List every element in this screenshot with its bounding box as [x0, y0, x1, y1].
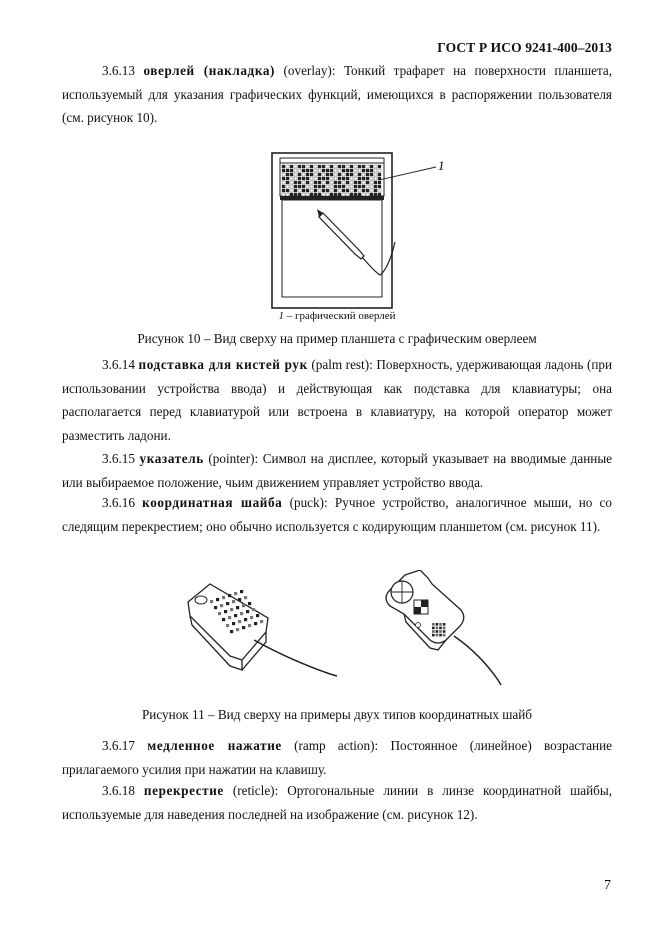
overlay-cell: [330, 173, 333, 176]
overlay-cell: [374, 165, 377, 168]
overlay-cell: [302, 165, 305, 168]
overlay-cell: [314, 169, 317, 172]
puck-key: [234, 592, 237, 595]
overlay-cell: [378, 181, 381, 184]
item-term: медленное нажатие: [147, 738, 282, 753]
overlay-cell: [334, 165, 337, 168]
puck-key: [240, 590, 243, 593]
overlay-cell: [306, 165, 309, 168]
overlay-cell: [310, 169, 313, 172]
overlay-cell: [346, 169, 349, 172]
overlay-cell: [286, 189, 289, 192]
overlay-cell: [310, 193, 313, 196]
overlay-cell: [362, 181, 365, 184]
overlay-cell: [318, 177, 321, 180]
puck-key: [226, 624, 229, 627]
overlay-cell: [370, 181, 373, 184]
overlay-cell: [374, 173, 377, 176]
lens-icon: [195, 596, 207, 604]
overlay-cell: [350, 177, 353, 180]
puck-key: [232, 622, 235, 625]
puck-key: [439, 634, 442, 637]
overlay-cell: [350, 165, 353, 168]
overlay-cell: [318, 165, 321, 168]
overlay-cell: [310, 181, 313, 184]
overlay-cell: [318, 173, 321, 176]
item-english: (pointer):: [208, 451, 259, 466]
overlay-cell: [282, 173, 285, 176]
overlay-cell: [318, 189, 321, 192]
overlay-cell: [286, 185, 289, 188]
overlay-cell: [346, 189, 349, 192]
legend-number: 1: [278, 310, 284, 322]
puck-key: [236, 628, 239, 631]
puck-key: [232, 600, 235, 603]
puck-key: [436, 634, 439, 637]
puck-key: [246, 610, 249, 613]
puck-key: [436, 623, 439, 626]
overlay-cell: [366, 173, 369, 176]
overlay-cell: [342, 185, 345, 188]
puck-key: [226, 602, 229, 605]
overlay-cell: [294, 189, 297, 192]
item-number: 3.6.17: [102, 738, 135, 753]
definition-3-6-18: [62, 779, 612, 826]
overlay-cell: [338, 165, 341, 168]
item-term: оверлей (накладка): [143, 63, 276, 78]
definition-3-6-14: [62, 353, 612, 447]
overlay-cell: [310, 185, 313, 188]
puck-key: [230, 630, 233, 633]
overlay-cell: [370, 165, 373, 168]
overlay-cell: [302, 189, 305, 192]
overlay-cell: [342, 181, 345, 184]
overlay-cell: [314, 189, 317, 192]
overlay-cell: [370, 193, 373, 196]
puck-key: [220, 604, 223, 607]
item-text: Ручное устройство, аналогичное мыши, но со следящим перекрестием; оно обычно используется с кодирующим планшетом (см. рисунок 11).: [62, 495, 613, 534]
puck-key: [244, 618, 247, 621]
overlay-cell: [326, 193, 329, 196]
overlay-cell: [318, 193, 321, 196]
overlay-cell: [362, 165, 365, 168]
item-text: Ортогональные линии в линзе координатной шайбы, используемые для наведения последней на изображение (см. рисунок 12).: [62, 783, 613, 822]
overlay-cell: [350, 181, 353, 184]
overlay-cell: [322, 169, 325, 172]
overlay-cell: [334, 177, 337, 180]
overlay-cell: [374, 169, 377, 172]
puck-key: [230, 608, 233, 611]
overlay-cell: [358, 173, 361, 176]
item-number: 3.6.18: [102, 783, 135, 798]
overlay-cell: [290, 185, 293, 188]
overlay-cell: [374, 189, 377, 192]
overlay-cell: [366, 189, 369, 192]
overlay-cell: [298, 189, 301, 192]
overlay-cell: [354, 181, 357, 184]
puck-key: [248, 602, 251, 605]
overlay-cell: [346, 173, 349, 176]
item-english: (reticle):: [232, 783, 279, 798]
item-text: Тонкий трафарет на поверхности планшета, используемый для указания графических функций, имеющихся в распоряжении пользователя (см. рисунок 10).: [62, 63, 613, 125]
overlay-cell: [330, 181, 333, 184]
overlay-cell: [322, 193, 325, 196]
overlay-cell: [290, 193, 293, 196]
puck-key: [238, 620, 241, 623]
overlay-cell: [338, 173, 341, 176]
overlay-cell: [322, 177, 325, 180]
item-english: (puck):: [289, 495, 328, 510]
overlay-cell: [286, 173, 289, 176]
overlay-cell: [366, 169, 369, 172]
overlay-cell: [282, 177, 285, 180]
overlay-cell: [282, 185, 285, 188]
callout-number: 1: [438, 158, 445, 173]
overlay-cell: [354, 173, 357, 176]
puck-key: [218, 612, 221, 615]
overlay-cell: [338, 169, 341, 172]
puck-key: [240, 612, 243, 615]
definition-3-6-15: [62, 447, 612, 494]
puck-key: [256, 614, 259, 617]
overlay-cell: [370, 185, 373, 188]
item-english: (ramp action):: [294, 738, 379, 753]
overlay-cell: [294, 169, 297, 172]
puck-key: [210, 600, 213, 603]
overlay-cell: [322, 165, 325, 168]
overlay-cell: [314, 165, 317, 168]
puck-key: [436, 630, 439, 633]
overlay-cell: [366, 165, 369, 168]
puck-key: [260, 620, 263, 623]
overlay-cell: [298, 165, 301, 168]
overlay-cell: [294, 177, 297, 180]
overlay-cell: [306, 181, 309, 184]
overlay-cell: [334, 169, 337, 172]
overlay-cell: [298, 177, 301, 180]
overlay-cell: [330, 165, 333, 168]
legend-text: – графический оверлей: [286, 310, 396, 322]
overlay-cell: [298, 185, 301, 188]
puck-key: [439, 630, 442, 633]
puck-key: [432, 634, 435, 637]
overlay-cell: [326, 165, 329, 168]
overlay-cell: [314, 181, 317, 184]
overlay-cell: [302, 169, 305, 172]
puck-key: [214, 606, 217, 609]
overlay-cell: [358, 193, 361, 196]
overlay-cell: [338, 181, 341, 184]
overlay-cell: [326, 169, 329, 172]
overlay-cell: [290, 169, 293, 172]
overlay-cell: [306, 173, 309, 176]
overlay-cell: [314, 177, 317, 180]
overlay-cell: [362, 177, 365, 180]
overlay-cell: [378, 193, 381, 196]
overlay-cell: [326, 181, 329, 184]
overlay-cell: [322, 189, 325, 192]
overlay-cell: [302, 181, 305, 184]
item-text: Символ на дисплее, который указывает на вводимые данные или выбираемое положение, чьим движением управляет устройство ввода.: [62, 451, 613, 490]
puck-key: [222, 618, 225, 621]
item-english: (palm rest):: [311, 357, 373, 372]
overlay-cell: [302, 177, 305, 180]
overlay-cell: [282, 181, 285, 184]
overlay-cell: [310, 189, 313, 192]
overlay-cell: [362, 193, 365, 196]
puck-left-square-keys: [188, 584, 337, 676]
item-number: 3.6.14: [102, 357, 135, 372]
overlay-cell: [350, 193, 353, 196]
overlay-cell: [330, 169, 333, 172]
item-number: 3.6.13: [102, 63, 135, 78]
overlay-cell: [306, 177, 309, 180]
overlay-cell: [294, 181, 297, 184]
overlay-cell: [346, 165, 349, 168]
puck-key: [234, 614, 237, 617]
puck-key: [248, 624, 251, 627]
overlay-cell: [298, 173, 301, 176]
puck-key: [252, 608, 255, 611]
overlay-cell: [290, 189, 293, 192]
overlay-cell: [294, 185, 297, 188]
overlay-cell: [374, 185, 377, 188]
overlay-cell: [334, 185, 337, 188]
puck-right-crosshair-lens: [386, 570, 501, 685]
overlay-cell: [310, 173, 313, 176]
item-term: указатель: [139, 451, 204, 466]
overlay-cell: [342, 189, 345, 192]
overlay-cell: [362, 185, 365, 188]
overlay-cell: [358, 177, 361, 180]
overlay-cell: [362, 173, 365, 176]
overlay-cell: [318, 169, 321, 172]
puck-key: [224, 610, 227, 613]
overlay-cell: [298, 181, 301, 184]
overlay-cell: [286, 193, 289, 196]
overlay-cell: [286, 177, 289, 180]
overlay-cell: [366, 193, 369, 196]
puck-key: [222, 596, 225, 599]
overlay-cell: [346, 193, 349, 196]
overlay-cell: [342, 165, 345, 168]
figure-11-caption: Рисунок 11 – Вид сверху на примеры двух типов координатных шайб: [141, 707, 533, 722]
puck-key: [228, 616, 231, 619]
overlay-cell: [282, 193, 285, 196]
puck-key: [238, 598, 241, 601]
overlay-cell: [354, 185, 357, 188]
document-header: ГОСТ Р ИСО 9241-400–2013: [437, 40, 612, 55]
overlay-cell: [334, 189, 337, 192]
overlay-cell: [298, 193, 301, 196]
overlay-cell: [294, 173, 297, 176]
overlay-cell: [330, 185, 333, 188]
overlay-cell: [338, 177, 341, 180]
overlay-cell: [306, 193, 309, 196]
overlay-cell: [286, 165, 289, 168]
overlay-cell: [358, 189, 361, 192]
puck-cable: [454, 636, 501, 685]
overlay-cell: [366, 181, 369, 184]
overlay-cell: [342, 173, 345, 176]
item-number: 3.6.16: [102, 495, 135, 510]
puck-key: [250, 616, 253, 619]
overlay-cell: [354, 165, 357, 168]
overlay-cell: [370, 173, 373, 176]
overlay-cell: [366, 177, 369, 180]
overlay-cell: [358, 169, 361, 172]
puck-key: [443, 634, 446, 637]
overlay-cell: [306, 169, 309, 172]
overlay-cell: [374, 193, 377, 196]
item-term: перекрестие: [143, 783, 224, 798]
overlay-cell: [370, 169, 373, 172]
overlay-cell: [290, 177, 293, 180]
overlay-cell: [350, 189, 353, 192]
overlay-cell: [314, 173, 317, 176]
overlay-cell: [374, 177, 377, 180]
overlay-cell: [378, 169, 381, 172]
overlay-cell: [338, 185, 341, 188]
item-english: (overlay):: [283, 63, 336, 78]
overlay-cell: [330, 189, 333, 192]
overlay-cell: [334, 193, 337, 196]
overlay-cell: [290, 181, 293, 184]
overlay-cell: [362, 169, 365, 172]
overlay-cell: [378, 165, 381, 168]
overlay-cell: [354, 189, 357, 192]
overlay-cell: [318, 181, 321, 184]
puck-key: [244, 596, 247, 599]
puck-cable: [254, 640, 337, 676]
overlay-cell: [322, 185, 325, 188]
overlay-cell: [282, 189, 285, 192]
overlay-cell: [342, 169, 345, 172]
overlay-cell: [326, 189, 329, 192]
overlay-cell: [322, 181, 325, 184]
overlay-cell: [342, 193, 345, 196]
overlay-cell: [358, 165, 361, 168]
overlay-cell: [322, 173, 325, 176]
overlay-cell: [350, 185, 353, 188]
puck-key: [228, 594, 231, 597]
overlay-cell: [282, 165, 285, 168]
overlay-cell: [330, 193, 333, 196]
item-term: координатная шайба: [142, 495, 283, 510]
overlay-cell: [358, 181, 361, 184]
puck-key: [242, 626, 245, 629]
puck-key: [432, 630, 435, 633]
overlay-cell: [342, 177, 345, 180]
overlay-cell: [310, 177, 313, 180]
overlay-cell: [354, 193, 357, 196]
overlay-cell: [326, 177, 329, 180]
overlay-cell: [302, 173, 305, 176]
overlay-cell: [310, 165, 313, 168]
definition-3-6-16: [62, 491, 612, 538]
overlay-cell: [378, 173, 381, 176]
puck-key: [432, 623, 435, 626]
definition-3-6-13: [62, 59, 612, 130]
figure-11-pucks-drawing: [180, 570, 520, 695]
overlay-cell: [362, 189, 365, 192]
overlay-cell: [354, 177, 357, 180]
overlay-cell: [314, 193, 317, 196]
overlay-cell: [370, 177, 373, 180]
item-text: Постоянное (линейное) возрастание прилагаемого усилия при нажатии на клавишу.: [62, 738, 613, 777]
puck-key: [443, 623, 446, 626]
puck-key: [236, 606, 239, 609]
overlay-cell: [346, 185, 349, 188]
overlay-cell: [306, 185, 309, 188]
figure-10-caption: Рисунок 10 – Вид сверху на пример планшета с графическим оверлеем: [137, 331, 537, 346]
overlay-cell: [298, 169, 301, 172]
puck-key: [443, 630, 446, 633]
overlay-cell: [290, 173, 293, 176]
item-text: Поверхность, удерживающая ладонь (при использовании устройства ввода) и действующая как подставка для клавиатуры; она располагается перед клавиатурой или встроена в клавиатуру, на которой оператор может разместить ладони.: [62, 357, 613, 443]
overlay-cell: [370, 189, 373, 192]
overlay-cell: [330, 177, 333, 180]
puck-key: [216, 598, 219, 601]
overlay-cell: [318, 185, 321, 188]
overlay-cell: [354, 169, 357, 172]
overlay-cell: [302, 193, 305, 196]
overlay-cell: [326, 173, 329, 176]
page-number: 7: [604, 878, 611, 893]
overlay-cell: [366, 185, 369, 188]
overlay-cell: [286, 181, 289, 184]
puck-key: [439, 623, 442, 626]
puck-key: [254, 622, 257, 625]
crosshair-lens-icon: [391, 581, 413, 603]
overlay-cell: [350, 173, 353, 176]
overlay-cell: [306, 189, 309, 192]
overlay-cell: [346, 177, 349, 180]
tablet-work-area: [282, 200, 382, 297]
item-term: подставка для кистей рук: [138, 357, 308, 372]
overlay-cell: [294, 165, 297, 168]
overlay-cell: [294, 193, 297, 196]
overlay-cell: [326, 185, 329, 188]
puck-key: [436, 627, 439, 630]
puck-key: [443, 627, 446, 630]
overlay-cell: [346, 181, 349, 184]
overlay-cell: [350, 169, 353, 172]
overlay-cell: [282, 169, 285, 172]
overlay-cell: [286, 169, 289, 172]
overlay-cell: [290, 165, 293, 168]
figure-10-legend: [62, 310, 612, 322]
overlay-cell: [334, 181, 337, 184]
overlay-cell: [334, 173, 337, 176]
overlay-cell: [302, 185, 305, 188]
overlay-cell: [358, 185, 361, 188]
puck-key: [242, 604, 245, 607]
item-number: 3.6.15: [102, 451, 135, 466]
overlay-cell: [314, 185, 317, 188]
definition-3-6-17: [62, 734, 612, 781]
overlay-cell: [338, 189, 341, 192]
overlay-cell: [378, 189, 381, 192]
overlay-cell: [374, 181, 377, 184]
puck-key: [432, 627, 435, 630]
figure-10-tablet-drawing: [265, 150, 465, 315]
overlay-cell: [338, 193, 341, 196]
puck-key: [439, 627, 442, 630]
overlay-cell: [378, 185, 381, 188]
